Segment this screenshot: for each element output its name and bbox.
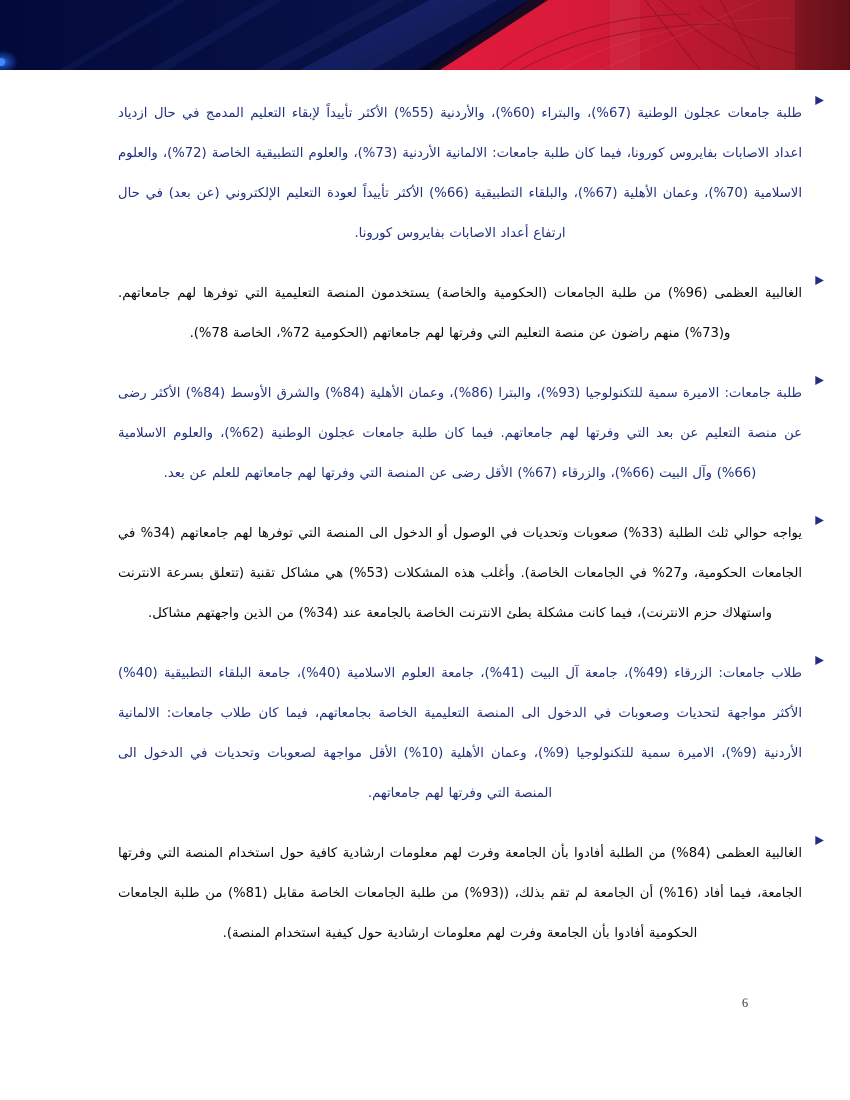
- triangle-right-icon: [808, 374, 830, 387]
- triangle-right-icon: [808, 274, 830, 287]
- triangle-right-icon: [808, 834, 830, 847]
- bullet-paragraph: [0, 94, 850, 254]
- triangle-right-icon: [808, 514, 830, 527]
- bullet-paragraph: [0, 374, 850, 494]
- document-body: [0, 70, 850, 954]
- triangle-right-icon: [808, 94, 830, 107]
- paragraph-text: طلبة جامعات: الاميرة سمية للتكنولوجيا (93%)، والبترا (86%)، وعمان الأهلية (84%) والشرق الأوسط (84%) الأكثر رضى عن منصة التعليم عن بعد التي وفرتها لهم جامعاتهم. فيما كان طلبة جامعات عجلون الوطنية (62%)، والعلوم الاسلامية (66%) وآل البيت (66%)، والزرقاء (67%) الأقل رضى عن المنصة التي وفرتها لهم جامعاتهم للعلم عن بعد.: [118, 386, 802, 481]
- paragraph-text: طلبة جامعات عجلون الوطنية (67%)، والبتراء (60%)، والأردنية (55%) الأكثر تأييداً لإبقاء التعليم المدمج في حال ازدياد اعداد الاصابات بفايروس كورونا، فيما كان طلبة جامعات: الالمانية الأردنية (73%)، والعلوم التطبيقية الخاصة (72%)، والعلوم الاسلامية (70%)، وعمان الأهلية (67%)، والبلقاء التطبيقية (66%) الأكثر تأييداً لعودة التعليم الإلكتروني (عن بعد) في حال ارتفاع أعداد الاصابات بفايروس كورونا.: [118, 106, 802, 241]
- paragraph-text: الغالبية العظمى (84%) من الطلبة أفادوا بأن الجامعة وفرت لهم معلومات ارشادية كافية حول استخدام المنصة التي وفرتها الجامعة، فيما أفاد (16%) أن الجامعة لم تقم بذلك، ((93%) من طلبة الجامعات الخاصة مقابل (81%) من طلبة الجامعات الحكومية أفادوا بأن الجامعة وفرت لهم معلومات ارشادية حول كيفية استخدام المنصة).: [118, 846, 802, 941]
- bullet-paragraph: [0, 514, 850, 634]
- bullet-paragraph: [0, 834, 850, 954]
- page-number: 6: [741, 996, 749, 1010]
- header-banner-graphic: [0, 0, 850, 70]
- triangle-right-icon: [808, 654, 830, 667]
- paragraph-text: طلاب جامعات: الزرقاء (49%)، جامعة آل البيت (41%)، جامعة العلوم الاسلامية (40%)، جامعة البلقاء التطبيقية (40%) الأكثر مواجهة لتحديات وصعوبات في الدخول الى المنصة التعليمية الخاصة بجامعاتهم، فيما كان طلاب جامعات: الالمانية الأردنية (9%)، الاميرة سمية للتكنولوجيا (9%)، وعمان الأهلية (10%) الأقل مواجهة لصعوبات وتحديات في الدخول الى المنصة التي وفرتها لهم جامعاتهم.: [118, 666, 803, 801]
- paragraph-text: الغالبية العظمى (96%) من طلبة الجامعات (الحكومية والخاصة) يستخدمون المنصة التعليمية التي توفرها لهم جامعاتهم. و(73%) منهم راضون عن منصة التعليم التي وفرتها لهم جامعاتهم (الحكومية 72%، الخاصة 78%).: [118, 286, 802, 341]
- header-banner: [0, 0, 850, 70]
- bullet-paragraph: [0, 654, 850, 814]
- paragraph-text: يواجه حوالي ثلث الطلبة (33%) صعوبات وتحديات في الوصول أو الدخول الى المنصة التي توفرها لهم جامعاتهم (34% في الجامعات الحكومية، و27% في الجامعات الخاصة). وأغلب هذه المشكلات (53%) هي مشاكل تقنية (تتعلق بسرعة الانترنت واستهلاك حزم الانترنت)، فيما كانت مشكلة بطئ الانترنت الخاصة بالجامعة عند (34%) من الذين واجهتهم مشاكل.: [118, 526, 803, 621]
- bullet-paragraph: [0, 274, 850, 354]
